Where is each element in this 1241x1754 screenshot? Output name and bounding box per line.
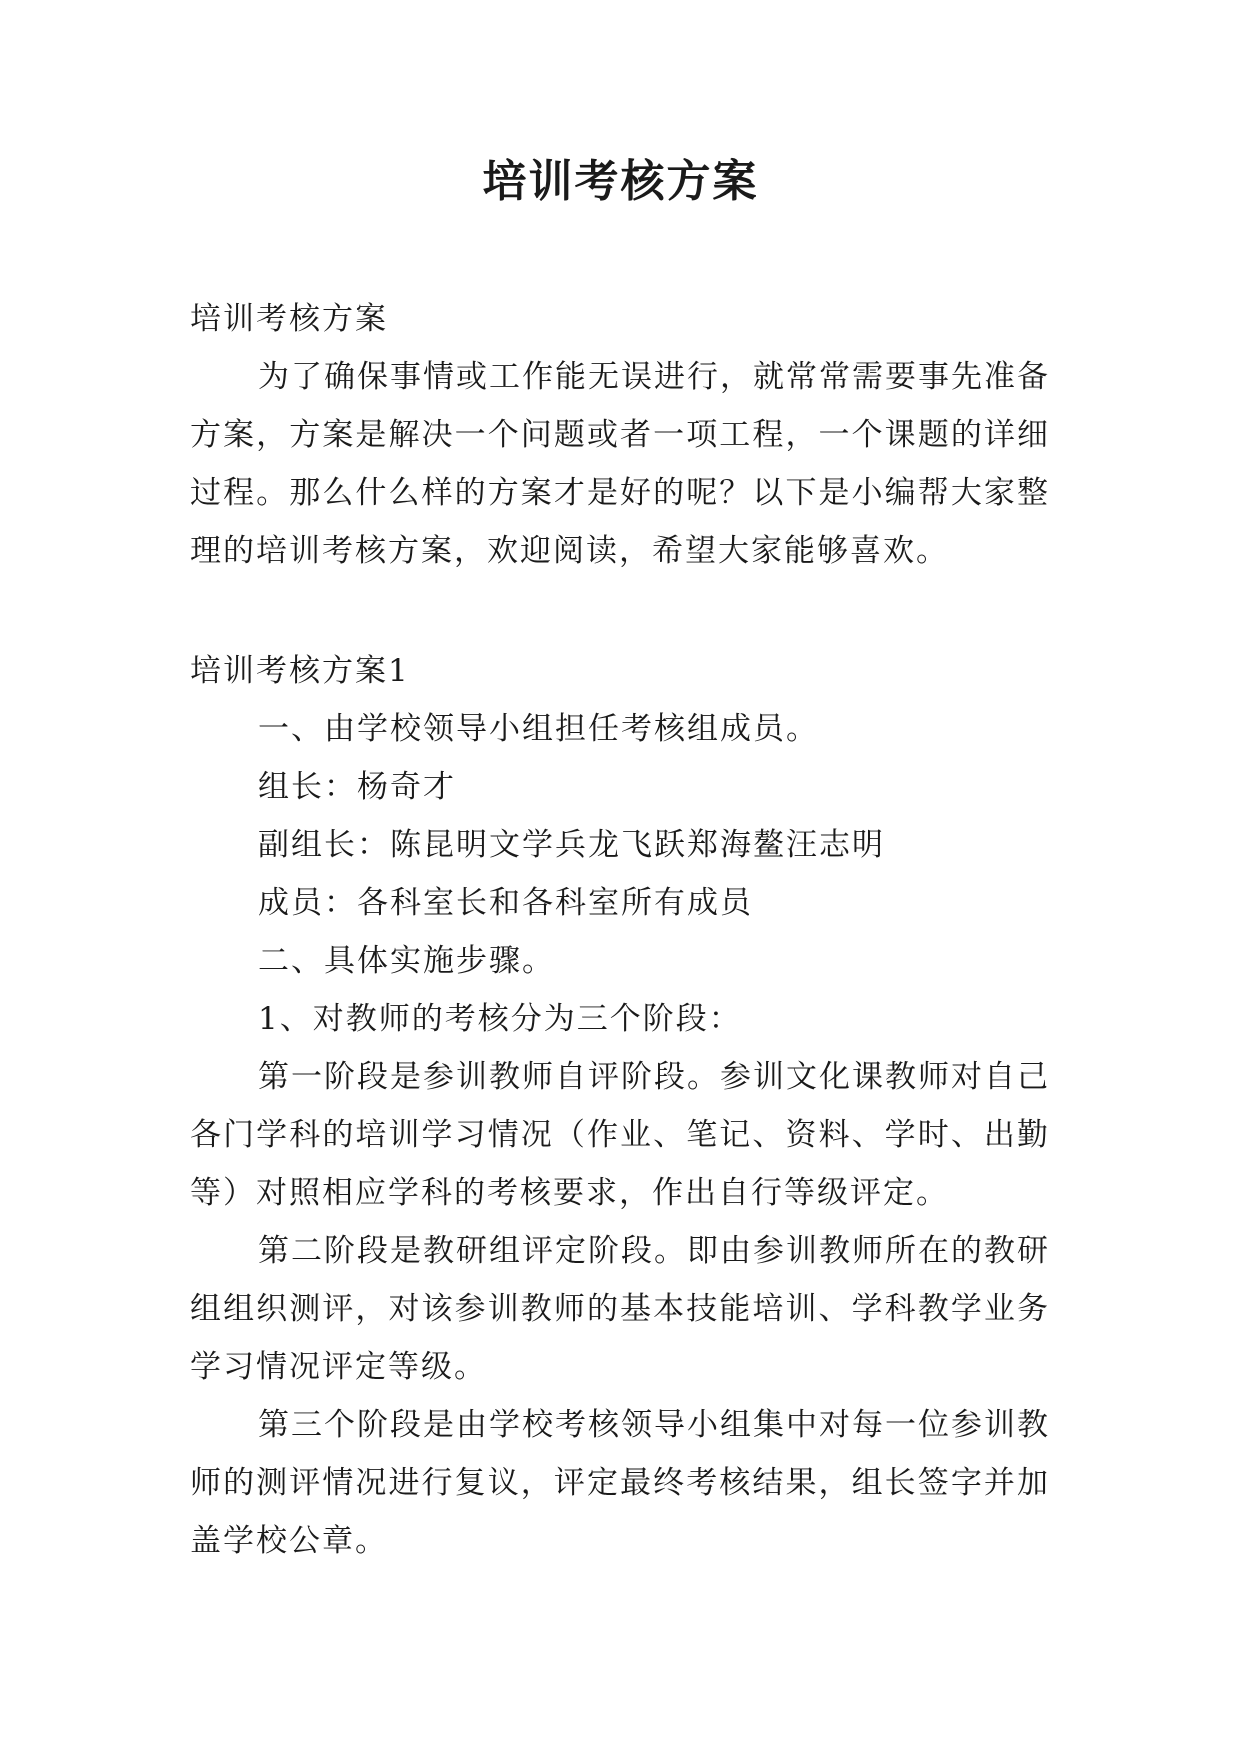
stage-paragraph: 第二阶段是教研组评定阶段。即由参训教师所在的教研组组织测评，对该参训教师的基本技能培训、学科教学业务学习情况评定等级。 xyxy=(190,1233,1050,1385)
section1-line: 1、对教师的考核分为三个阶段： xyxy=(258,1001,742,1037)
stage-paragraph: 第一阶段是参训教师自评阶段。参训文化课教师对自己各门学科的培训学习情况（作业、笔记、资料、学时、出勤等）对照相应学科的考核要求，作出自行等级评定。 xyxy=(190,1059,1050,1211)
section1-line: 成员：各科室长和各科室所有成员 xyxy=(258,885,753,921)
intro-heading: 培训考核方案 xyxy=(190,301,388,337)
document-body xyxy=(190,290,1050,1570)
section1-heading: 培训考核方案1 xyxy=(190,653,410,689)
section1-line: 二、具体实施步骤。 xyxy=(258,943,555,979)
stage-paragraph: 第三个阶段是由学校考核领导小组集中对每一位参训教师的测评情况进行复议，评定最终考核结果，组长签字并加盖学校公章。 xyxy=(190,1407,1050,1559)
intro-paragraph: 为了确保事情或工作能无误进行，就常常需要事先准备方案，方案是解决一个问题或者一项工程，一个课题的详细过程。那么什么样的方案才是好的呢？以下是小编帮大家整理的培训考核方案，欢迎阅读，希望大家能够喜欢。 xyxy=(190,359,1050,569)
section1-line: 组长：杨奇才 xyxy=(258,769,456,805)
section1-line: 一、由学校领导小组担任考核组成员。 xyxy=(258,711,819,747)
section1-line: 副组长：陈昆明文学兵龙飞跃郑海鳌汪志明 xyxy=(258,827,885,863)
document-title: 培训考核方案 xyxy=(482,156,759,207)
section-spacer xyxy=(190,580,1050,642)
